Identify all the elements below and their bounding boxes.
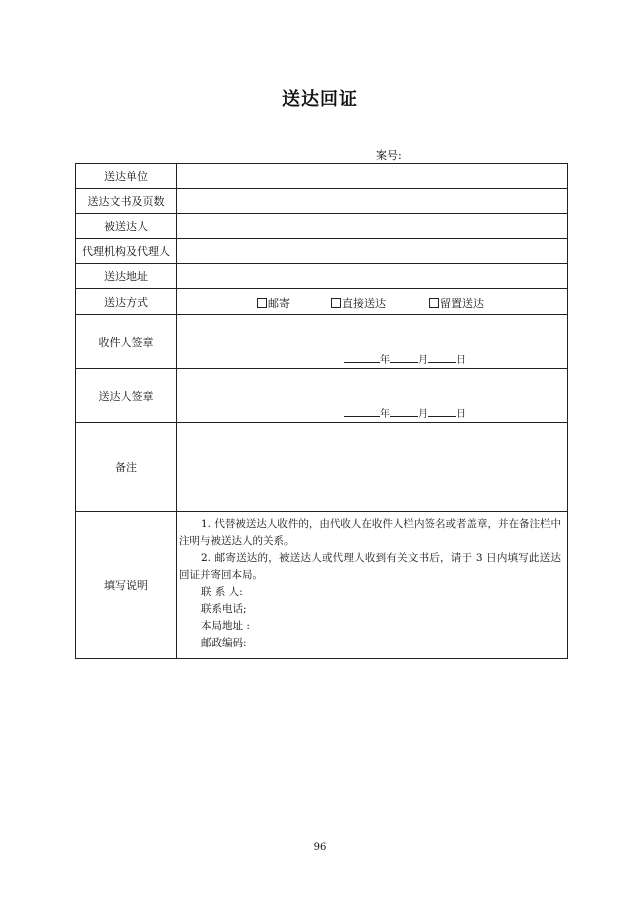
row-recipient (76, 214, 568, 239)
label-service-unit: 送达单位 (76, 164, 177, 189)
label-address: 送达地址 (76, 264, 177, 289)
row-instructions (76, 512, 568, 659)
field-remarks[interactable] (177, 423, 568, 512)
row-server-sign (76, 369, 568, 423)
label-remarks: 备注 (76, 423, 177, 512)
field-server-sign[interactable] (177, 369, 568, 423)
field-method (177, 289, 568, 315)
service-receipt-form (75, 163, 568, 659)
checkbox-icon[interactable] (257, 298, 267, 308)
contact-person: 联 系 人: (201, 586, 243, 598)
row-remarks (76, 423, 568, 512)
month-blank[interactable] (390, 351, 418, 363)
label-receiver-sign: 收件人签章 (76, 315, 177, 369)
field-receiver-sign[interactable] (177, 315, 568, 369)
row-document (76, 189, 568, 214)
month-label: 月 (418, 409, 428, 420)
year-blank[interactable] (344, 351, 380, 363)
label-agent: 代理机构及代理人 (76, 239, 177, 264)
day-blank[interactable] (428, 351, 456, 363)
case-number-label: 案号: (376, 149, 402, 162)
year-label: 年 (380, 355, 390, 366)
option-mail[interactable] (257, 295, 290, 311)
field-recipient[interactable] (177, 214, 568, 239)
year-label: 年 (380, 409, 390, 420)
month-blank[interactable] (390, 405, 418, 417)
label-recipient: 被送达人 (76, 214, 177, 239)
label-server-sign: 送达人签章 (76, 369, 177, 423)
row-receiver-sign (76, 315, 568, 369)
option-direct-label: 直接送达 (342, 297, 386, 310)
contact-phone: 联系电话; (201, 603, 247, 615)
day-label: 日 (456, 409, 466, 420)
server-sign-date (344, 405, 466, 420)
row-agent (76, 239, 568, 264)
bureau-address: 本局地址 : (201, 620, 250, 632)
option-leave[interactable] (429, 295, 484, 311)
instruction-item-2: 2. 邮寄送达的，被送达人或代理人收到有关文书后，请于 3 日内填写此送达回证并寄回本局。 (179, 552, 561, 581)
page-title: 送达回证 (282, 89, 358, 110)
day-label: 日 (456, 355, 466, 366)
day-blank[interactable] (428, 405, 456, 417)
postal-code: 邮政编码: (201, 637, 247, 649)
instruction-item-1: 1. 代替被送达人收件的，由代收人在收件人栏内签名或者盖章，并在备注栏中注明与被送达人的关系。 (179, 518, 561, 547)
page-number: 96 (313, 842, 327, 853)
field-agent[interactable] (177, 239, 568, 264)
year-blank[interactable] (344, 405, 380, 417)
option-direct[interactable] (331, 295, 386, 311)
label-instructions: 填写说明 (76, 512, 177, 659)
month-label: 月 (418, 355, 428, 366)
label-document: 送达文书及页数 (76, 189, 177, 214)
field-address[interactable] (177, 264, 568, 289)
row-method (76, 289, 568, 315)
row-address (76, 264, 568, 289)
instructions-text (177, 512, 568, 659)
option-leave-label: 留置送达 (440, 297, 484, 310)
row-service-unit (76, 164, 568, 189)
checkbox-icon[interactable] (331, 298, 341, 308)
option-mail-label: 邮寄 (268, 297, 290, 310)
field-document[interactable] (177, 189, 568, 214)
label-method: 送达方式 (76, 289, 177, 315)
checkbox-icon[interactable] (429, 298, 439, 308)
receiver-sign-date (344, 351, 466, 366)
field-service-unit[interactable] (177, 164, 568, 189)
